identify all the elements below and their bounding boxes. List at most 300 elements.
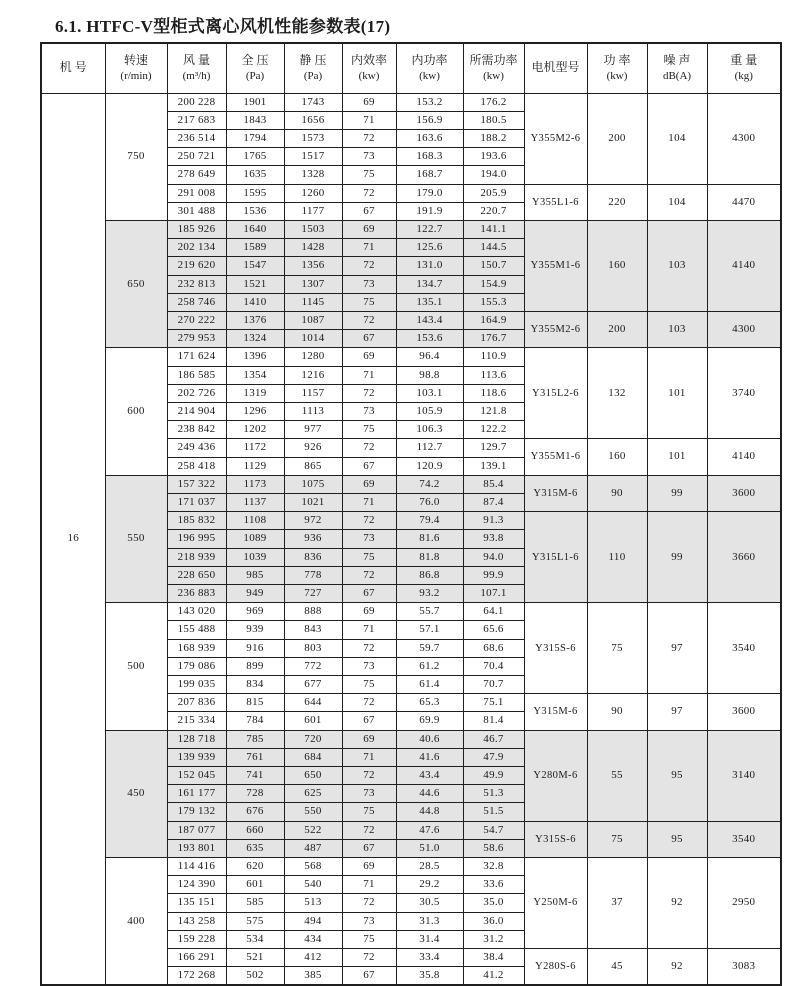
static-pressure-cell: 487: [284, 839, 342, 857]
flow-cell: 124 390: [167, 876, 226, 894]
flow-cell: 236 883: [167, 584, 226, 602]
internal-power-cell: 134.7: [396, 275, 463, 293]
required-power-cell: 51.5: [463, 803, 524, 821]
required-power-cell: 65.6: [463, 621, 524, 639]
efficiency-cell: 75: [342, 166, 396, 184]
internal-power-cell: 120.9: [396, 457, 463, 475]
efficiency-cell: 73: [342, 148, 396, 166]
efficiency-cell: 71: [342, 748, 396, 766]
required-power-cell: 122.2: [463, 421, 524, 439]
flow-cell: 238 842: [167, 421, 226, 439]
static-pressure-cell: 385: [284, 967, 342, 986]
required-power-cell: 154.9: [463, 275, 524, 293]
static-pressure-cell: 1428: [284, 239, 342, 257]
speed-cell: 550: [105, 475, 167, 602]
required-power-cell: 94.0: [463, 548, 524, 566]
static-pressure-cell: 720: [284, 730, 342, 748]
total-pressure-cell: 1547: [226, 257, 284, 275]
header-total-pressure: 全 压 (Pa): [226, 43, 284, 93]
efficiency-cell: 72: [342, 439, 396, 457]
header-motor-power: 功 率 (kw): [587, 43, 647, 93]
required-power-cell: 99.9: [463, 566, 524, 584]
flow-cell: 202 726: [167, 384, 226, 402]
required-power-cell: 121.8: [463, 402, 524, 420]
static-pressure-cell: 1260: [284, 184, 342, 202]
flow-cell: 143 258: [167, 912, 226, 930]
required-power-cell: 64.1: [463, 603, 524, 621]
static-pressure-cell: 1307: [284, 275, 342, 293]
static-pressure-cell: 494: [284, 912, 342, 930]
motor-model-cell: Y280M-6: [524, 730, 587, 821]
efficiency-cell: 69: [342, 475, 396, 493]
required-power-cell: 220.7: [463, 202, 524, 220]
required-power-cell: 54.7: [463, 821, 524, 839]
weight-cell: 3540: [707, 821, 781, 857]
total-pressure-cell: 1794: [226, 129, 284, 147]
static-pressure-cell: 644: [284, 694, 342, 712]
table-row: [41, 475, 781, 493]
static-pressure-cell: 434: [284, 930, 342, 948]
static-pressure-cell: 1177: [284, 202, 342, 220]
total-pressure-cell: 635: [226, 839, 284, 857]
static-pressure-cell: 1021: [284, 493, 342, 511]
efficiency-cell: 71: [342, 111, 396, 129]
efficiency-cell: 67: [342, 202, 396, 220]
flow-cell: 139 939: [167, 748, 226, 766]
efficiency-cell: 69: [342, 220, 396, 238]
static-pressure-cell: 412: [284, 949, 342, 967]
required-power-cell: 93.8: [463, 530, 524, 548]
noise-cell: 99: [647, 512, 707, 603]
efficiency-cell: 72: [342, 767, 396, 785]
required-power-cell: 41.2: [463, 967, 524, 986]
weight-cell: 3540: [707, 603, 781, 694]
noise-cell: 95: [647, 730, 707, 821]
motor-power-cell: 220: [587, 184, 647, 220]
noise-cell: 103: [647, 220, 707, 311]
static-pressure-cell: 772: [284, 657, 342, 675]
internal-power-cell: 30.5: [396, 894, 463, 912]
flow-cell: 128 718: [167, 730, 226, 748]
noise-cell: 97: [647, 694, 707, 730]
efficiency-cell: 72: [342, 894, 396, 912]
motor-model-cell: Y280S-6: [524, 949, 587, 986]
weight-cell: 4300: [707, 93, 781, 184]
internal-power-cell: 86.8: [396, 566, 463, 584]
flow-cell: 179 086: [167, 657, 226, 675]
efficiency-cell: 67: [342, 457, 396, 475]
total-pressure-cell: 1410: [226, 293, 284, 311]
static-pressure-cell: 1656: [284, 111, 342, 129]
static-pressure-cell: 1280: [284, 348, 342, 366]
flow-cell: 143 020: [167, 603, 226, 621]
internal-power-cell: 28.5: [396, 858, 463, 876]
motor-model-cell: Y355M1-6: [524, 439, 587, 475]
total-pressure-cell: 620: [226, 858, 284, 876]
total-pressure-cell: 1521: [226, 275, 284, 293]
flow-cell: 168 939: [167, 639, 226, 657]
required-power-cell: 87.4: [463, 493, 524, 511]
static-pressure-cell: 1145: [284, 293, 342, 311]
static-pressure-cell: 601: [284, 712, 342, 730]
flow-cell: 135 151: [167, 894, 226, 912]
total-pressure-cell: 785: [226, 730, 284, 748]
static-pressure-cell: 677: [284, 676, 342, 694]
required-power-cell: 139.1: [463, 457, 524, 475]
total-pressure-cell: 1843: [226, 111, 284, 129]
required-power-cell: 144.5: [463, 239, 524, 257]
speed-cell: 750: [105, 93, 167, 220]
static-pressure-cell: 684: [284, 748, 342, 766]
motor-model-cell: Y315L2-6: [524, 348, 587, 439]
efficiency-cell: 71: [342, 876, 396, 894]
static-pressure-cell: 803: [284, 639, 342, 657]
static-pressure-cell: 1356: [284, 257, 342, 275]
total-pressure-cell: 1173: [226, 475, 284, 493]
internal-power-cell: 93.2: [396, 584, 463, 602]
motor-power-cell: 160: [587, 220, 647, 311]
table-row: [41, 220, 781, 238]
required-power-cell: 129.7: [463, 439, 524, 457]
efficiency-cell: 72: [342, 311, 396, 329]
internal-power-cell: 79.4: [396, 512, 463, 530]
internal-power-cell: 168.3: [396, 148, 463, 166]
efficiency-cell: 71: [342, 621, 396, 639]
static-pressure-cell: 977: [284, 421, 342, 439]
internal-power-cell: 112.7: [396, 439, 463, 457]
efficiency-cell: 67: [342, 330, 396, 348]
efficiency-cell: 71: [342, 239, 396, 257]
required-power-cell: 164.9: [463, 311, 524, 329]
total-pressure-cell: 899: [226, 657, 284, 675]
internal-power-cell: 44.8: [396, 803, 463, 821]
total-pressure-cell: 1039: [226, 548, 284, 566]
internal-power-cell: 74.2: [396, 475, 463, 493]
total-pressure-cell: 1396: [226, 348, 284, 366]
internal-power-cell: 55.7: [396, 603, 463, 621]
table-row: [41, 730, 781, 748]
internal-power-cell: 191.9: [396, 202, 463, 220]
required-power-cell: 150.7: [463, 257, 524, 275]
total-pressure-cell: 502: [226, 967, 284, 986]
flow-cell: 291 008: [167, 184, 226, 202]
motor-model-cell: Y355M2-6: [524, 311, 587, 347]
internal-power-cell: 41.6: [396, 748, 463, 766]
required-power-cell: 110.9: [463, 348, 524, 366]
flow-cell: 171 037: [167, 493, 226, 511]
total-pressure-cell: 761: [226, 748, 284, 766]
total-pressure-cell: 575: [226, 912, 284, 930]
total-pressure-cell: 1589: [226, 239, 284, 257]
static-pressure-cell: 1573: [284, 129, 342, 147]
total-pressure-cell: 1635: [226, 166, 284, 184]
total-pressure-cell: 1202: [226, 421, 284, 439]
required-power-cell: 155.3: [463, 293, 524, 311]
required-power-cell: 33.6: [463, 876, 524, 894]
flow-cell: 278 649: [167, 166, 226, 184]
flow-cell: 218 939: [167, 548, 226, 566]
weight-cell: 3600: [707, 694, 781, 730]
required-power-cell: 118.6: [463, 384, 524, 402]
static-pressure-cell: 972: [284, 512, 342, 530]
internal-power-cell: 31.4: [396, 930, 463, 948]
motor-model-cell: Y315S-6: [524, 603, 587, 694]
header-row: [41, 43, 781, 93]
static-pressure-cell: 522: [284, 821, 342, 839]
required-power-cell: 70.7: [463, 676, 524, 694]
total-pressure-cell: 1324: [226, 330, 284, 348]
static-pressure-cell: 836: [284, 548, 342, 566]
header-air-flow: 风 量 (m³/h): [167, 43, 226, 93]
flow-cell: 214 904: [167, 402, 226, 420]
required-power-cell: 107.1: [463, 584, 524, 602]
weight-cell: 3660: [707, 512, 781, 603]
internal-power-cell: 105.9: [396, 402, 463, 420]
static-pressure-cell: 727: [284, 584, 342, 602]
internal-power-cell: 179.0: [396, 184, 463, 202]
weight-cell: 3600: [707, 475, 781, 511]
weight-cell: 4140: [707, 220, 781, 311]
total-pressure-cell: 1640: [226, 220, 284, 238]
flow-cell: 155 488: [167, 621, 226, 639]
flow-cell: 236 514: [167, 129, 226, 147]
efficiency-cell: 72: [342, 821, 396, 839]
flow-cell: 301 488: [167, 202, 226, 220]
efficiency-cell: 69: [342, 93, 396, 111]
required-power-cell: 68.6: [463, 639, 524, 657]
flow-cell: 157 322: [167, 475, 226, 493]
total-pressure-cell: 1319: [226, 384, 284, 402]
flow-cell: 202 134: [167, 239, 226, 257]
header-internal-power: 内功率 (kw): [396, 43, 463, 93]
table-row: [41, 93, 781, 111]
header-speed: 转速 (r/min): [105, 43, 167, 93]
motor-model-cell: Y315M-6: [524, 694, 587, 730]
static-pressure-cell: 778: [284, 566, 342, 584]
flow-cell: 270 222: [167, 311, 226, 329]
efficiency-cell: 72: [342, 639, 396, 657]
efficiency-cell: 73: [342, 912, 396, 930]
flow-cell: 187 077: [167, 821, 226, 839]
total-pressure-cell: 676: [226, 803, 284, 821]
motor-power-cell: 200: [587, 311, 647, 347]
efficiency-cell: 72: [342, 184, 396, 202]
required-power-cell: 141.1: [463, 220, 524, 238]
total-pressure-cell: 1137: [226, 493, 284, 511]
static-pressure-cell: 1328: [284, 166, 342, 184]
internal-power-cell: 103.1: [396, 384, 463, 402]
efficiency-cell: 67: [342, 967, 396, 986]
static-pressure-cell: 540: [284, 876, 342, 894]
flow-cell: 172 268: [167, 967, 226, 986]
efficiency-cell: 75: [342, 421, 396, 439]
noise-cell: 92: [647, 949, 707, 986]
static-pressure-cell: 1743: [284, 93, 342, 111]
internal-power-cell: 125.6: [396, 239, 463, 257]
internal-power-cell: 168.7: [396, 166, 463, 184]
total-pressure-cell: 601: [226, 876, 284, 894]
internal-power-cell: 122.7: [396, 220, 463, 238]
efficiency-cell: 67: [342, 712, 396, 730]
flow-cell: 249 436: [167, 439, 226, 457]
flow-cell: 258 746: [167, 293, 226, 311]
noise-cell: 92: [647, 858, 707, 949]
flow-cell: 250 721: [167, 148, 226, 166]
static-pressure-cell: 1517: [284, 148, 342, 166]
speed-cell: 450: [105, 730, 167, 857]
internal-power-cell: 96.4: [396, 348, 463, 366]
total-pressure-cell: 834: [226, 676, 284, 694]
static-pressure-cell: 1157: [284, 384, 342, 402]
internal-power-cell: 81.8: [396, 548, 463, 566]
noise-cell: 95: [647, 821, 707, 857]
noise-cell: 97: [647, 603, 707, 694]
total-pressure-cell: 660: [226, 821, 284, 839]
total-pressure-cell: 1172: [226, 439, 284, 457]
required-power-cell: 36.0: [463, 912, 524, 930]
static-pressure-cell: 865: [284, 457, 342, 475]
noise-cell: 103: [647, 311, 707, 347]
flow-cell: 217 683: [167, 111, 226, 129]
page-title: 6.1. HTFC-V型柜式离心风机性能参数表(17): [55, 17, 391, 36]
motor-power-cell: 75: [587, 821, 647, 857]
weight-cell: 3740: [707, 348, 781, 439]
required-power-cell: 38.4: [463, 949, 524, 967]
motor-model-cell: Y315S-6: [524, 821, 587, 857]
internal-power-cell: 43.4: [396, 767, 463, 785]
motor-model-cell: Y315M-6: [524, 475, 587, 511]
motor-model-cell: Y355L1-6: [524, 184, 587, 220]
internal-power-cell: 76.0: [396, 493, 463, 511]
required-power-cell: 113.6: [463, 366, 524, 384]
flow-cell: 186 585: [167, 366, 226, 384]
flow-cell: 207 836: [167, 694, 226, 712]
flow-cell: 179 132: [167, 803, 226, 821]
header-required-power: 所需功率 (kw): [463, 43, 524, 93]
total-pressure-cell: 815: [226, 694, 284, 712]
machine-no-cell: 16: [41, 93, 105, 985]
speed-cell: 650: [105, 220, 167, 347]
required-power-cell: 70.4: [463, 657, 524, 675]
efficiency-cell: 75: [342, 548, 396, 566]
efficiency-cell: 71: [342, 366, 396, 384]
efficiency-cell: 67: [342, 584, 396, 602]
efficiency-cell: 72: [342, 129, 396, 147]
motor-power-cell: 132: [587, 348, 647, 439]
weight-cell: 3140: [707, 730, 781, 821]
required-power-cell: 49.9: [463, 767, 524, 785]
flow-cell: 200 228: [167, 93, 226, 111]
efficiency-cell: 72: [342, 566, 396, 584]
flow-cell: 193 801: [167, 839, 226, 857]
fan-performance-table: [40, 42, 782, 986]
speed-cell: 400: [105, 858, 167, 986]
static-pressure-cell: 926: [284, 439, 342, 457]
motor-model-cell: Y355M1-6: [524, 220, 587, 311]
motor-power-cell: 75: [587, 603, 647, 694]
internal-power-cell: 153.2: [396, 93, 463, 111]
flow-cell: 159 228: [167, 930, 226, 948]
internal-power-cell: 69.9: [396, 712, 463, 730]
required-power-cell: 188.2: [463, 129, 524, 147]
internal-power-cell: 143.4: [396, 311, 463, 329]
header-efficiency: 内效率 (kw): [342, 43, 396, 93]
efficiency-cell: 72: [342, 257, 396, 275]
efficiency-cell: 75: [342, 293, 396, 311]
table-row: [41, 858, 781, 876]
header-noise: 噪 声 dB(A): [647, 43, 707, 93]
static-pressure-cell: 625: [284, 785, 342, 803]
required-power-cell: 35.0: [463, 894, 524, 912]
efficiency-cell: 67: [342, 839, 396, 857]
internal-power-cell: 47.6: [396, 821, 463, 839]
required-power-cell: 51.3: [463, 785, 524, 803]
efficiency-cell: 73: [342, 275, 396, 293]
efficiency-cell: 72: [342, 512, 396, 530]
total-pressure-cell: 939: [226, 621, 284, 639]
motor-model-cell: Y250M-6: [524, 858, 587, 949]
noise-cell: 104: [647, 184, 707, 220]
speed-cell: 500: [105, 603, 167, 730]
internal-power-cell: 163.6: [396, 129, 463, 147]
weight-cell: 2950: [707, 858, 781, 949]
static-pressure-cell: 650: [284, 767, 342, 785]
static-pressure-cell: 550: [284, 803, 342, 821]
internal-power-cell: 44.6: [396, 785, 463, 803]
total-pressure-cell: 741: [226, 767, 284, 785]
total-pressure-cell: 585: [226, 894, 284, 912]
internal-power-cell: 51.0: [396, 839, 463, 857]
static-pressure-cell: 843: [284, 621, 342, 639]
motor-power-cell: 55: [587, 730, 647, 821]
total-pressure-cell: 969: [226, 603, 284, 621]
efficiency-cell: 73: [342, 530, 396, 548]
required-power-cell: 205.9: [463, 184, 524, 202]
internal-power-cell: 81.6: [396, 530, 463, 548]
efficiency-cell: 69: [342, 730, 396, 748]
required-power-cell: 81.4: [463, 712, 524, 730]
static-pressure-cell: 1087: [284, 311, 342, 329]
required-power-cell: 193.6: [463, 148, 524, 166]
efficiency-cell: 69: [342, 603, 396, 621]
internal-power-cell: 35.8: [396, 967, 463, 986]
required-power-cell: 176.2: [463, 93, 524, 111]
motor-model-cell: Y355M2-6: [524, 93, 587, 184]
table-row: [41, 348, 781, 366]
total-pressure-cell: 1354: [226, 366, 284, 384]
flow-cell: 199 035: [167, 676, 226, 694]
internal-power-cell: 131.0: [396, 257, 463, 275]
total-pressure-cell: 1765: [226, 148, 284, 166]
efficiency-cell: 69: [342, 858, 396, 876]
internal-power-cell: 29.2: [396, 876, 463, 894]
total-pressure-cell: 1089: [226, 530, 284, 548]
flow-cell: 258 418: [167, 457, 226, 475]
required-power-cell: 91.3: [463, 512, 524, 530]
efficiency-cell: 75: [342, 930, 396, 948]
total-pressure-cell: 784: [226, 712, 284, 730]
internal-power-cell: 61.4: [396, 676, 463, 694]
weight-cell: 4140: [707, 439, 781, 475]
required-power-cell: 176.7: [463, 330, 524, 348]
static-pressure-cell: 936: [284, 530, 342, 548]
total-pressure-cell: 1129: [226, 457, 284, 475]
required-power-cell: 46.7: [463, 730, 524, 748]
internal-power-cell: 135.1: [396, 293, 463, 311]
efficiency-cell: 72: [342, 949, 396, 967]
static-pressure-cell: 568: [284, 858, 342, 876]
efficiency-cell: 71: [342, 493, 396, 511]
